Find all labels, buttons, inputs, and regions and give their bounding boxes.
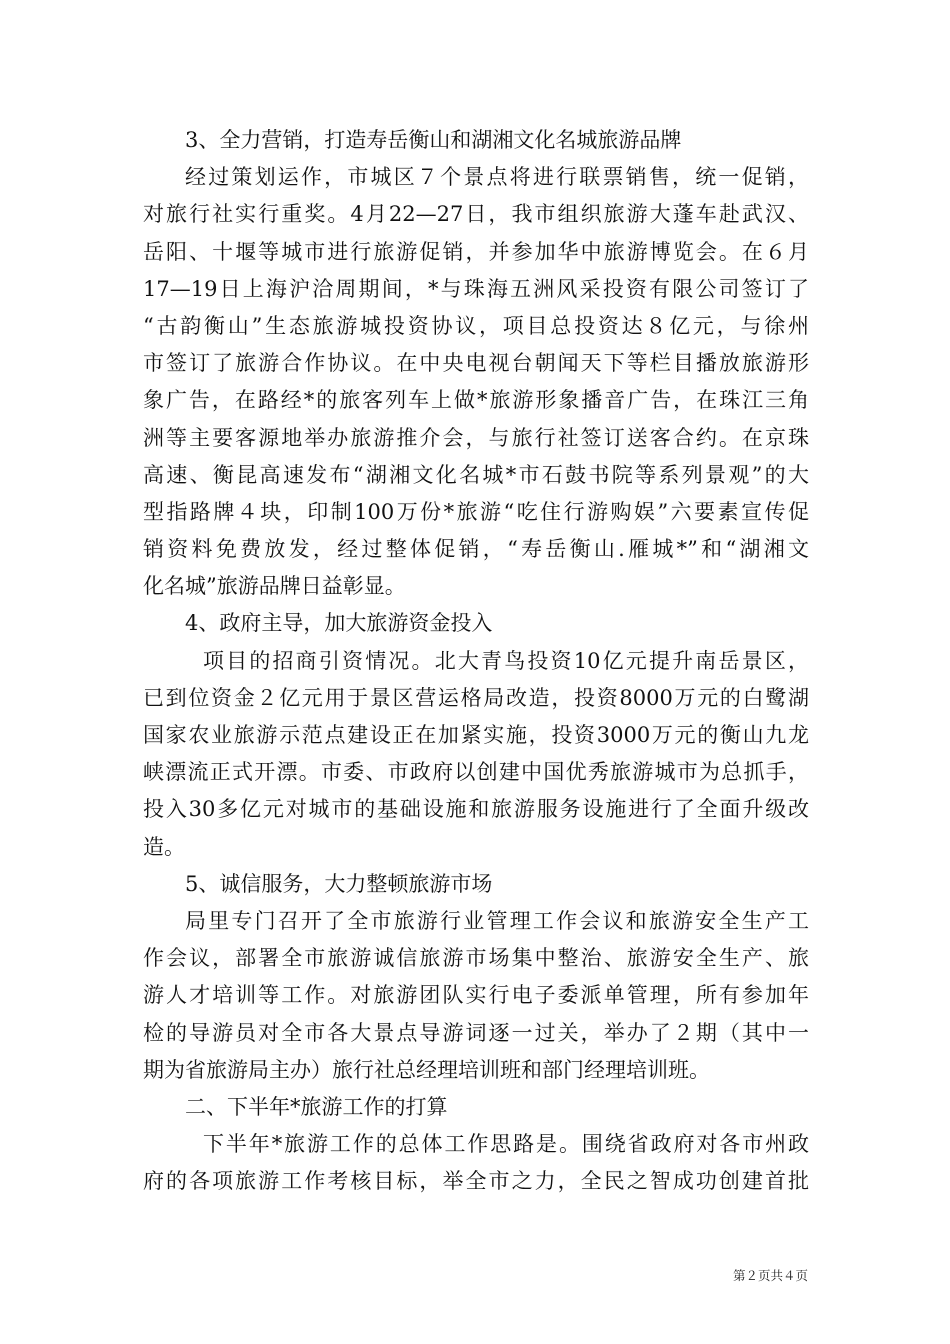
paragraph-line: 下半年*旅游工作的总体工作思路是。围绕省政府对各市州政 <box>203 1132 809 1157</box>
paragraph-line: 岳阳、十堰等城市进行旅游促销，并参加华中旅游博览会。在６月 <box>143 239 809 264</box>
paragraph-line: 对旅行社实行重奖。4月22—27日，我市组织旅游大蓬车赴武汉、 <box>143 202 809 227</box>
paragraph-line: 17—19日上海沪洽周期间，*与珠海五洲风采投资有限公司签订了 <box>143 276 809 301</box>
document-body <box>143 122 809 1200</box>
paragraph-line: 峡漂流正式开漂。市委、市政府以创建中国优秀旅游城市为总抓手， <box>143 760 809 785</box>
paragraph-line: 检的导游员对全市各大景点导游词逐一过关，举办了２期（其中一 <box>143 1020 809 1045</box>
paragraph-line: 游人才培训等工作。对旅游团队实行电子委派单管理，所有参加年 <box>143 983 809 1008</box>
paragraph-line: 象广告，在路经*的旅客列车上做*旅游形象播音广告，在珠江三角 <box>143 388 809 413</box>
paragraph-line: 型指路牌４块，印制100万份*旅游“吃住行游购娱”六要素宣传促 <box>143 499 809 524</box>
section-heading-5: 5、诚信服务，大力整顿旅游市场 <box>185 871 493 896</box>
page-number: 第２页共４页 <box>732 1268 808 1283</box>
paragraph-line: 化名城”旅游品牌日益彰显。 <box>143 574 406 599</box>
section-heading-4: 4、政府主导，加大旅游资金投入 <box>185 611 493 636</box>
paragraph-line: 投入30多亿元对城市的基础设施和旅游服务设施进行了全面升级改 <box>143 797 809 822</box>
paragraph-line: 局里专门召开了全市旅游行业管理工作会议和旅游安全生产工 <box>185 908 809 933</box>
paragraph-line: 期为省旅游局主办）旅行社总经理培训班和部门经理培训班。 <box>143 1057 710 1082</box>
paragraph-line: 高速、衡昆高速发布“湖湘文化名城*市石鼓书院等系列景观”的大 <box>143 462 809 487</box>
paragraph-line: 项目的招商引资情况。北大青鸟投资10亿元提升南岳景区， <box>203 648 809 673</box>
paragraph-line: 经过策划运作，市城区７个景点将进行联票销售，统一促销， <box>185 165 809 190</box>
paragraph-line: 府的各项旅游工作考核目标，举全市之力，全民之智成功创建首批 <box>143 1169 809 1194</box>
paragraph-line: 作会议，部署全市旅游诚信旅游市场集中整治、旅游安全生产、旅 <box>143 946 809 971</box>
section-heading-3: 3、全力营销，打造寿岳衡山和湖湘文化名城旅游品牌 <box>185 128 682 152</box>
paragraph-line: 国家农业旅游示范点建设正在加紧实施，投资3000万元的衡山九龙 <box>143 723 809 747</box>
section-heading-2: 二、下半年*旅游工作的打算 <box>185 1094 448 1119</box>
paragraph-line: 销资料免费放发，经过整体促销，“寿岳衡山.雁城*”和“湖湘文 <box>143 537 809 562</box>
paragraph-line: 洲等主要客源地举办旅游推介会，与旅行社签订送客合约。在京珠 <box>143 425 809 450</box>
paragraph-line: 造。 <box>143 834 185 859</box>
paragraph-line: “古韵衡山”生态旅游城投资协议，项目总投资达８亿元，与徐州 <box>143 313 809 338</box>
paragraph-line: 市签订了旅游合作协议。在中央电视台朝闻天下等栏目播放旅游形 <box>143 351 809 376</box>
paragraph-line: 已到位资金２亿元用于景区营运格局改造，投资8000万元的白鹭湖 <box>143 685 809 710</box>
